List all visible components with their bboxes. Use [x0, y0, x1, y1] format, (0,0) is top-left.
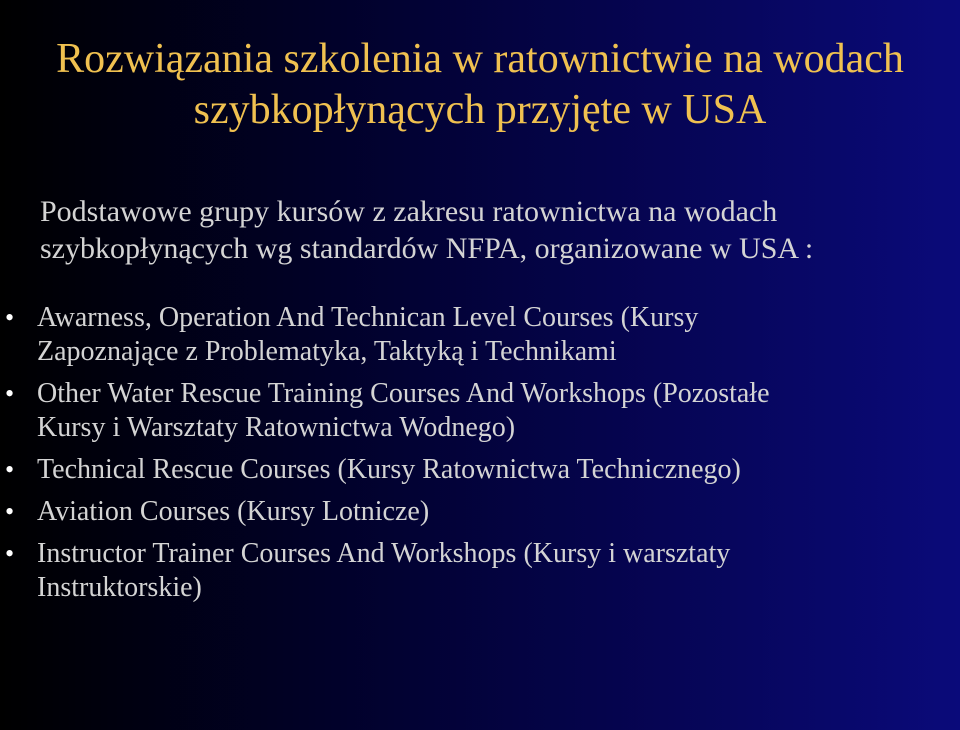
list-item-line: Other Water Rescue Training Courses And Workshops (Pozostałe [37, 378, 770, 409]
list-item-text [37, 453, 960, 487]
bullet-icon: • [5, 379, 15, 408]
intro-line: szybkopłynących wg standardów NFPA, organizowane w USA : [40, 232, 814, 265]
intro-line: Podstawowe grupy kursów z zakresu ratownictwa na wodach [40, 195, 778, 228]
bullet-icon: • [5, 497, 15, 526]
list-item-text [37, 495, 960, 529]
list-item-line: Technical Rescue Courses (Kursy Ratownictwa Technicznego) [37, 454, 741, 485]
list-item-line: Instructor Trainer Courses And Workshops (Kursy i warsztaty [37, 538, 731, 569]
bullet-icon: • [5, 539, 15, 568]
list-item-text [37, 377, 960, 445]
list-item-text [37, 301, 960, 369]
list-item [0, 377, 960, 445]
list-item-text [37, 537, 960, 605]
bullet-icon: • [5, 303, 15, 332]
list-item-line: Instruktorskie) [37, 572, 202, 603]
list-item [0, 537, 960, 605]
list-item-line: Kursy i Warsztaty Ratownictwa Wodnego) [37, 412, 516, 443]
list-item-line: Awarness, Operation And Technican Level Courses (Kursy [37, 302, 699, 333]
course-list [0, 301, 960, 613]
intro-paragraph [40, 193, 950, 267]
list-item [0, 453, 960, 487]
list-item [0, 301, 960, 369]
bullet-icon: • [5, 455, 15, 484]
slide-title-line: Rozwiązania szkolenia w ratownictwie na wodach [56, 36, 904, 82]
list-item-line: Aviation Courses (Kursy Lotnicze) [37, 496, 430, 527]
slide-title-line: szybkopłynących przyjęte w USA [193, 87, 767, 133]
list-item [0, 495, 960, 529]
list-item-line: Zapoznające z Problematyka, Taktyką i Technikami [37, 336, 617, 367]
slide-title [0, 34, 960, 136]
